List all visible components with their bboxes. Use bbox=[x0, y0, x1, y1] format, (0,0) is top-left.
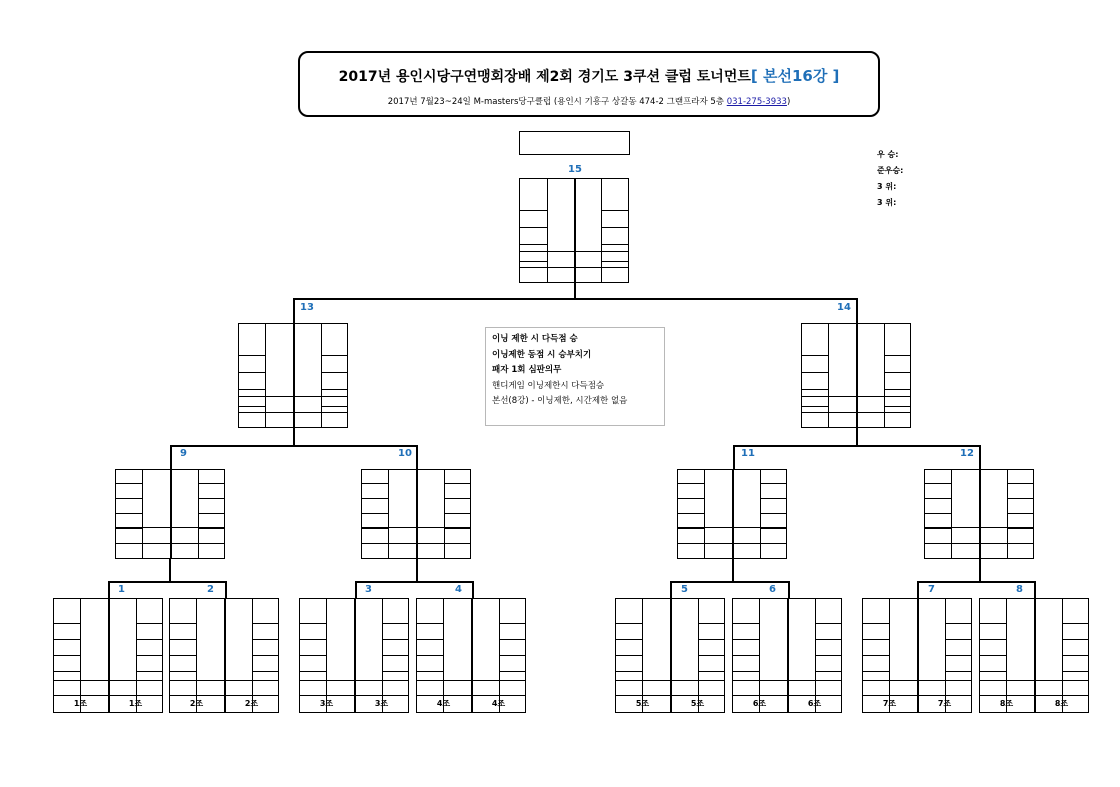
bracket-line bbox=[615, 671, 642, 672]
rule-1: 이닝 제한 시 다득점 승 bbox=[492, 334, 578, 344]
bracket-line bbox=[945, 623, 972, 624]
group-label: 6조 bbox=[752, 699, 767, 708]
bracket-line bbox=[115, 543, 225, 544]
bracket-line bbox=[884, 355, 911, 356]
bracket-line bbox=[170, 469, 172, 559]
bracket-line bbox=[238, 396, 348, 397]
bracket-line bbox=[136, 623, 163, 624]
bracket-line bbox=[884, 406, 911, 407]
bracket-line bbox=[519, 210, 547, 211]
bracket-line bbox=[732, 558, 734, 581]
bracket-line bbox=[945, 671, 972, 672]
bracket-line bbox=[170, 445, 416, 447]
match-number: 9 bbox=[180, 448, 187, 459]
bracket-line bbox=[238, 412, 348, 413]
bracket-line bbox=[601, 227, 629, 228]
bracket-line bbox=[299, 623, 326, 624]
bracket-line bbox=[732, 671, 759, 672]
bracket-line bbox=[299, 639, 326, 640]
bracket-line bbox=[321, 389, 348, 390]
bracket-line bbox=[238, 355, 265, 356]
result-runner-up: 준우승: bbox=[877, 166, 904, 175]
bracket-line bbox=[677, 513, 704, 514]
rule-4: 핸디게임 이닝제한시 다득점승 bbox=[492, 380, 605, 391]
bracket-line bbox=[979, 680, 1089, 681]
bracket-line bbox=[136, 639, 163, 640]
bracket-line bbox=[945, 655, 972, 656]
bracket-line bbox=[115, 483, 142, 484]
match-number: 13 bbox=[300, 302, 314, 313]
bracket-line bbox=[1007, 498, 1034, 499]
bracket-line bbox=[862, 671, 889, 672]
bracket-line bbox=[115, 528, 142, 529]
bracket-line bbox=[472, 581, 474, 598]
rule-3: 패자 1회 심판의무 bbox=[492, 365, 562, 375]
bracket-line bbox=[293, 298, 856, 300]
rule-5: 본선(8강) - 이닝제한, 시간제한 없음 bbox=[492, 396, 628, 406]
bracket-line bbox=[238, 389, 265, 390]
bracket-line bbox=[115, 527, 225, 528]
bracket-line bbox=[169, 558, 171, 581]
bracket-line bbox=[519, 261, 547, 262]
bracket-line bbox=[444, 483, 471, 484]
bracket-line bbox=[1062, 623, 1089, 624]
match-number: 12 bbox=[960, 448, 974, 459]
bracket-line bbox=[677, 528, 704, 529]
bracket-line bbox=[760, 528, 787, 529]
bracket-line bbox=[801, 396, 911, 397]
bracket-line bbox=[801, 389, 828, 390]
bracket-line bbox=[416, 623, 443, 624]
match-number: 5 bbox=[681, 584, 688, 595]
bracket-line bbox=[416, 469, 418, 559]
bracket-line bbox=[499, 671, 526, 672]
bracket-line bbox=[361, 498, 388, 499]
bracket-line bbox=[382, 639, 409, 640]
match-number: 14 bbox=[837, 302, 851, 313]
bracket-line bbox=[1062, 639, 1089, 640]
bracket-line bbox=[361, 513, 388, 514]
bracket-line bbox=[238, 372, 265, 373]
bracket-line bbox=[862, 655, 889, 656]
bracket-line bbox=[115, 498, 142, 499]
bracket-line bbox=[225, 581, 227, 598]
bracket-line bbox=[924, 483, 951, 484]
bracket-line bbox=[293, 428, 295, 445]
bracket-line bbox=[615, 655, 642, 656]
subtitle-end: ) bbox=[786, 97, 791, 107]
bracket-line bbox=[801, 406, 828, 407]
bracket-line bbox=[615, 639, 642, 640]
bracket-line bbox=[670, 581, 788, 583]
match-number: 4 bbox=[455, 584, 462, 595]
bracket-line bbox=[979, 623, 1006, 624]
bracket-line bbox=[444, 513, 471, 514]
bracket-line bbox=[169, 680, 279, 681]
bracket-line bbox=[519, 267, 629, 268]
group-label: 1조 bbox=[73, 699, 88, 708]
bracket-line bbox=[293, 298, 295, 323]
bracket-line bbox=[169, 695, 279, 696]
bracket-line bbox=[924, 513, 951, 514]
bracket-line bbox=[53, 623, 80, 624]
bracket-line bbox=[884, 389, 911, 390]
bracket-line bbox=[760, 498, 787, 499]
match-number: 2 bbox=[207, 584, 214, 595]
bracket-line bbox=[299, 655, 326, 656]
bracket-line bbox=[299, 695, 409, 696]
bracket-line bbox=[499, 623, 526, 624]
match-number: 7 bbox=[928, 584, 935, 595]
bracket-line bbox=[1007, 483, 1034, 484]
bracket-line bbox=[677, 527, 787, 528]
match-number: 11 bbox=[741, 448, 755, 459]
bracket-line bbox=[801, 355, 828, 356]
bracket-line bbox=[198, 528, 225, 529]
bracket-line bbox=[252, 671, 279, 672]
bracket-line bbox=[979, 558, 981, 581]
bracket-line bbox=[924, 528, 951, 529]
bracket-line bbox=[733, 445, 735, 469]
bracket-line bbox=[574, 283, 576, 298]
bracket-line bbox=[416, 558, 418, 581]
bracket-line bbox=[884, 372, 911, 373]
group-label: 1조 bbox=[128, 699, 143, 708]
bracket-line bbox=[862, 623, 889, 624]
bracket-line bbox=[53, 695, 163, 696]
bracket-line bbox=[252, 623, 279, 624]
bracket-line bbox=[698, 671, 725, 672]
bracket-line bbox=[951, 469, 952, 559]
bracket-line bbox=[416, 695, 526, 696]
group-label: 6조 bbox=[807, 699, 822, 708]
bracket-line bbox=[361, 483, 388, 484]
title-box bbox=[298, 51, 880, 117]
bracket-line bbox=[677, 483, 704, 484]
bracket-line bbox=[801, 372, 828, 373]
rules-box bbox=[485, 327, 665, 426]
bracket-line bbox=[169, 671, 196, 672]
bracket-line bbox=[108, 581, 110, 598]
tournament-title bbox=[300, 65, 878, 86]
group-label: 7조 bbox=[937, 699, 952, 708]
bracket-line bbox=[815, 639, 842, 640]
title-text: 2017년 용인시당구연맹회장배 제2회 경기도 3쿠션 클럽 토너먼트 bbox=[338, 69, 751, 85]
group-label: 4조 bbox=[491, 699, 506, 708]
result-third-2: 3 위: bbox=[877, 198, 897, 207]
bracket-line bbox=[169, 639, 196, 640]
bracket-line bbox=[299, 671, 326, 672]
bracket-line bbox=[862, 639, 889, 640]
group-label: 8조 bbox=[1054, 699, 1069, 708]
bracket-line bbox=[321, 372, 348, 373]
bracket-line bbox=[917, 581, 919, 598]
bracket-line bbox=[136, 671, 163, 672]
bracket-line bbox=[355, 581, 357, 598]
bracket-line bbox=[815, 671, 842, 672]
bracket-line bbox=[1062, 671, 1089, 672]
bracket-line bbox=[732, 639, 759, 640]
bracket-line bbox=[115, 513, 142, 514]
match-number: 3 bbox=[365, 584, 372, 595]
bracket-line bbox=[979, 639, 1006, 640]
group-label: 2조 bbox=[189, 699, 204, 708]
bracket-line bbox=[698, 655, 725, 656]
bracket-line bbox=[979, 445, 981, 469]
bracket-line bbox=[815, 655, 842, 656]
results-list bbox=[877, 147, 903, 211]
bracket-line bbox=[53, 655, 80, 656]
bracket-line bbox=[732, 695, 842, 696]
bracket-line bbox=[601, 244, 629, 245]
group-label: 3조 bbox=[374, 699, 389, 708]
bracket-line bbox=[856, 428, 858, 445]
bracket-line bbox=[108, 581, 225, 583]
bracket-line bbox=[1034, 581, 1036, 598]
bracket-line bbox=[416, 671, 443, 672]
bracket-line bbox=[321, 406, 348, 407]
bracket-line bbox=[760, 513, 787, 514]
bracket-line bbox=[615, 695, 725, 696]
bracket-line bbox=[601, 261, 629, 262]
bracket-line bbox=[979, 695, 1089, 696]
group-label: 7조 bbox=[882, 699, 897, 708]
bracket-line bbox=[615, 680, 725, 681]
bracket-line bbox=[252, 655, 279, 656]
group-label: 8조 bbox=[999, 699, 1014, 708]
bracket-line bbox=[499, 655, 526, 656]
match-number: 10 bbox=[398, 448, 412, 459]
bracket-line bbox=[444, 498, 471, 499]
match-number: 1 bbox=[118, 584, 125, 595]
bracket-line bbox=[142, 469, 143, 559]
bracket-line bbox=[136, 655, 163, 656]
bracket-line bbox=[815, 623, 842, 624]
bracket-line bbox=[732, 655, 759, 656]
bracket-line bbox=[321, 355, 348, 356]
bracket-line bbox=[53, 671, 80, 672]
bracket-line bbox=[198, 513, 225, 514]
bracket-line bbox=[917, 581, 1034, 583]
tournament-subtitle bbox=[300, 95, 878, 107]
bracket-line bbox=[169, 655, 196, 656]
bracket-line bbox=[361, 543, 471, 544]
bracket-line bbox=[1062, 655, 1089, 656]
bracket-line bbox=[53, 639, 80, 640]
bracket-line bbox=[732, 680, 842, 681]
bracket-line bbox=[169, 623, 196, 624]
bracket-line bbox=[416, 655, 443, 656]
bracket-line bbox=[382, 671, 409, 672]
group-label: 5조 bbox=[690, 699, 705, 708]
bracket-line bbox=[704, 469, 705, 559]
bracket-line bbox=[601, 210, 629, 211]
bracket-line bbox=[361, 527, 471, 528]
bracket-line bbox=[698, 639, 725, 640]
group-label: 3조 bbox=[319, 699, 334, 708]
bracket-line bbox=[733, 445, 979, 447]
bracket-line bbox=[698, 623, 725, 624]
bracket-line bbox=[1007, 528, 1034, 529]
bracket-line bbox=[924, 543, 1034, 544]
bracket-line bbox=[760, 483, 787, 484]
match-number: 8 bbox=[1016, 584, 1023, 595]
bracket-line bbox=[355, 581, 472, 583]
bracket-line bbox=[979, 671, 1006, 672]
bracket-line bbox=[416, 445, 418, 469]
bracket-line bbox=[299, 680, 409, 681]
bracket-line bbox=[862, 680, 972, 681]
bracket-line bbox=[388, 469, 389, 559]
match-number: 6 bbox=[769, 584, 776, 595]
rule-2: 이닝제한 동점 시 승부치기 bbox=[492, 349, 592, 360]
round-label: [ 본선16강 ] bbox=[750, 67, 840, 85]
bracket-line bbox=[238, 406, 265, 407]
bracket-line bbox=[801, 412, 911, 413]
bracket-line bbox=[170, 445, 172, 469]
bracket-line bbox=[615, 623, 642, 624]
bracket-line bbox=[499, 639, 526, 640]
bracket-line bbox=[732, 469, 734, 559]
bracket-line bbox=[979, 469, 981, 559]
group-label: 4조 bbox=[436, 699, 451, 708]
bracket-line bbox=[416, 639, 443, 640]
bracket-line bbox=[361, 528, 388, 529]
bracket-line bbox=[53, 680, 163, 681]
bracket-line bbox=[788, 581, 790, 598]
bracket-line bbox=[382, 655, 409, 656]
bracket-line bbox=[677, 498, 704, 499]
bracket-line bbox=[924, 498, 951, 499]
bracket-line bbox=[979, 655, 1006, 656]
bracket-line bbox=[519, 227, 547, 228]
bracket-line bbox=[1007, 513, 1034, 514]
bracket-line bbox=[677, 543, 787, 544]
bracket-line bbox=[198, 483, 225, 484]
bracket-line bbox=[252, 639, 279, 640]
bracket-line bbox=[732, 623, 759, 624]
bracket-line bbox=[444, 528, 471, 529]
group-label: 2조 bbox=[244, 699, 259, 708]
bracket-line bbox=[198, 498, 225, 499]
bracket-line bbox=[862, 695, 972, 696]
subtitle-text: 2017년 7월23~24일 M-masters당구클럽 (용인시 기흥구 상갈동 474-2 그랜프라자 5층 bbox=[387, 97, 727, 107]
bracket-line bbox=[519, 244, 547, 245]
group-label: 5조 bbox=[635, 699, 650, 708]
bracket-line bbox=[382, 623, 409, 624]
bracket-line bbox=[856, 298, 858, 323]
match-number: 15 bbox=[568, 164, 582, 175]
result-winner: 우 승: bbox=[877, 150, 899, 159]
phone-link[interactable]: 031-275-3933 bbox=[726, 97, 787, 107]
bracket-line bbox=[670, 581, 672, 598]
bracket-line bbox=[416, 680, 526, 681]
bracket-line bbox=[519, 251, 629, 252]
bracket-line bbox=[945, 639, 972, 640]
result-third-1: 3 위: bbox=[877, 182, 897, 191]
bracket-line bbox=[924, 527, 1034, 528]
champion-box bbox=[519, 131, 630, 155]
